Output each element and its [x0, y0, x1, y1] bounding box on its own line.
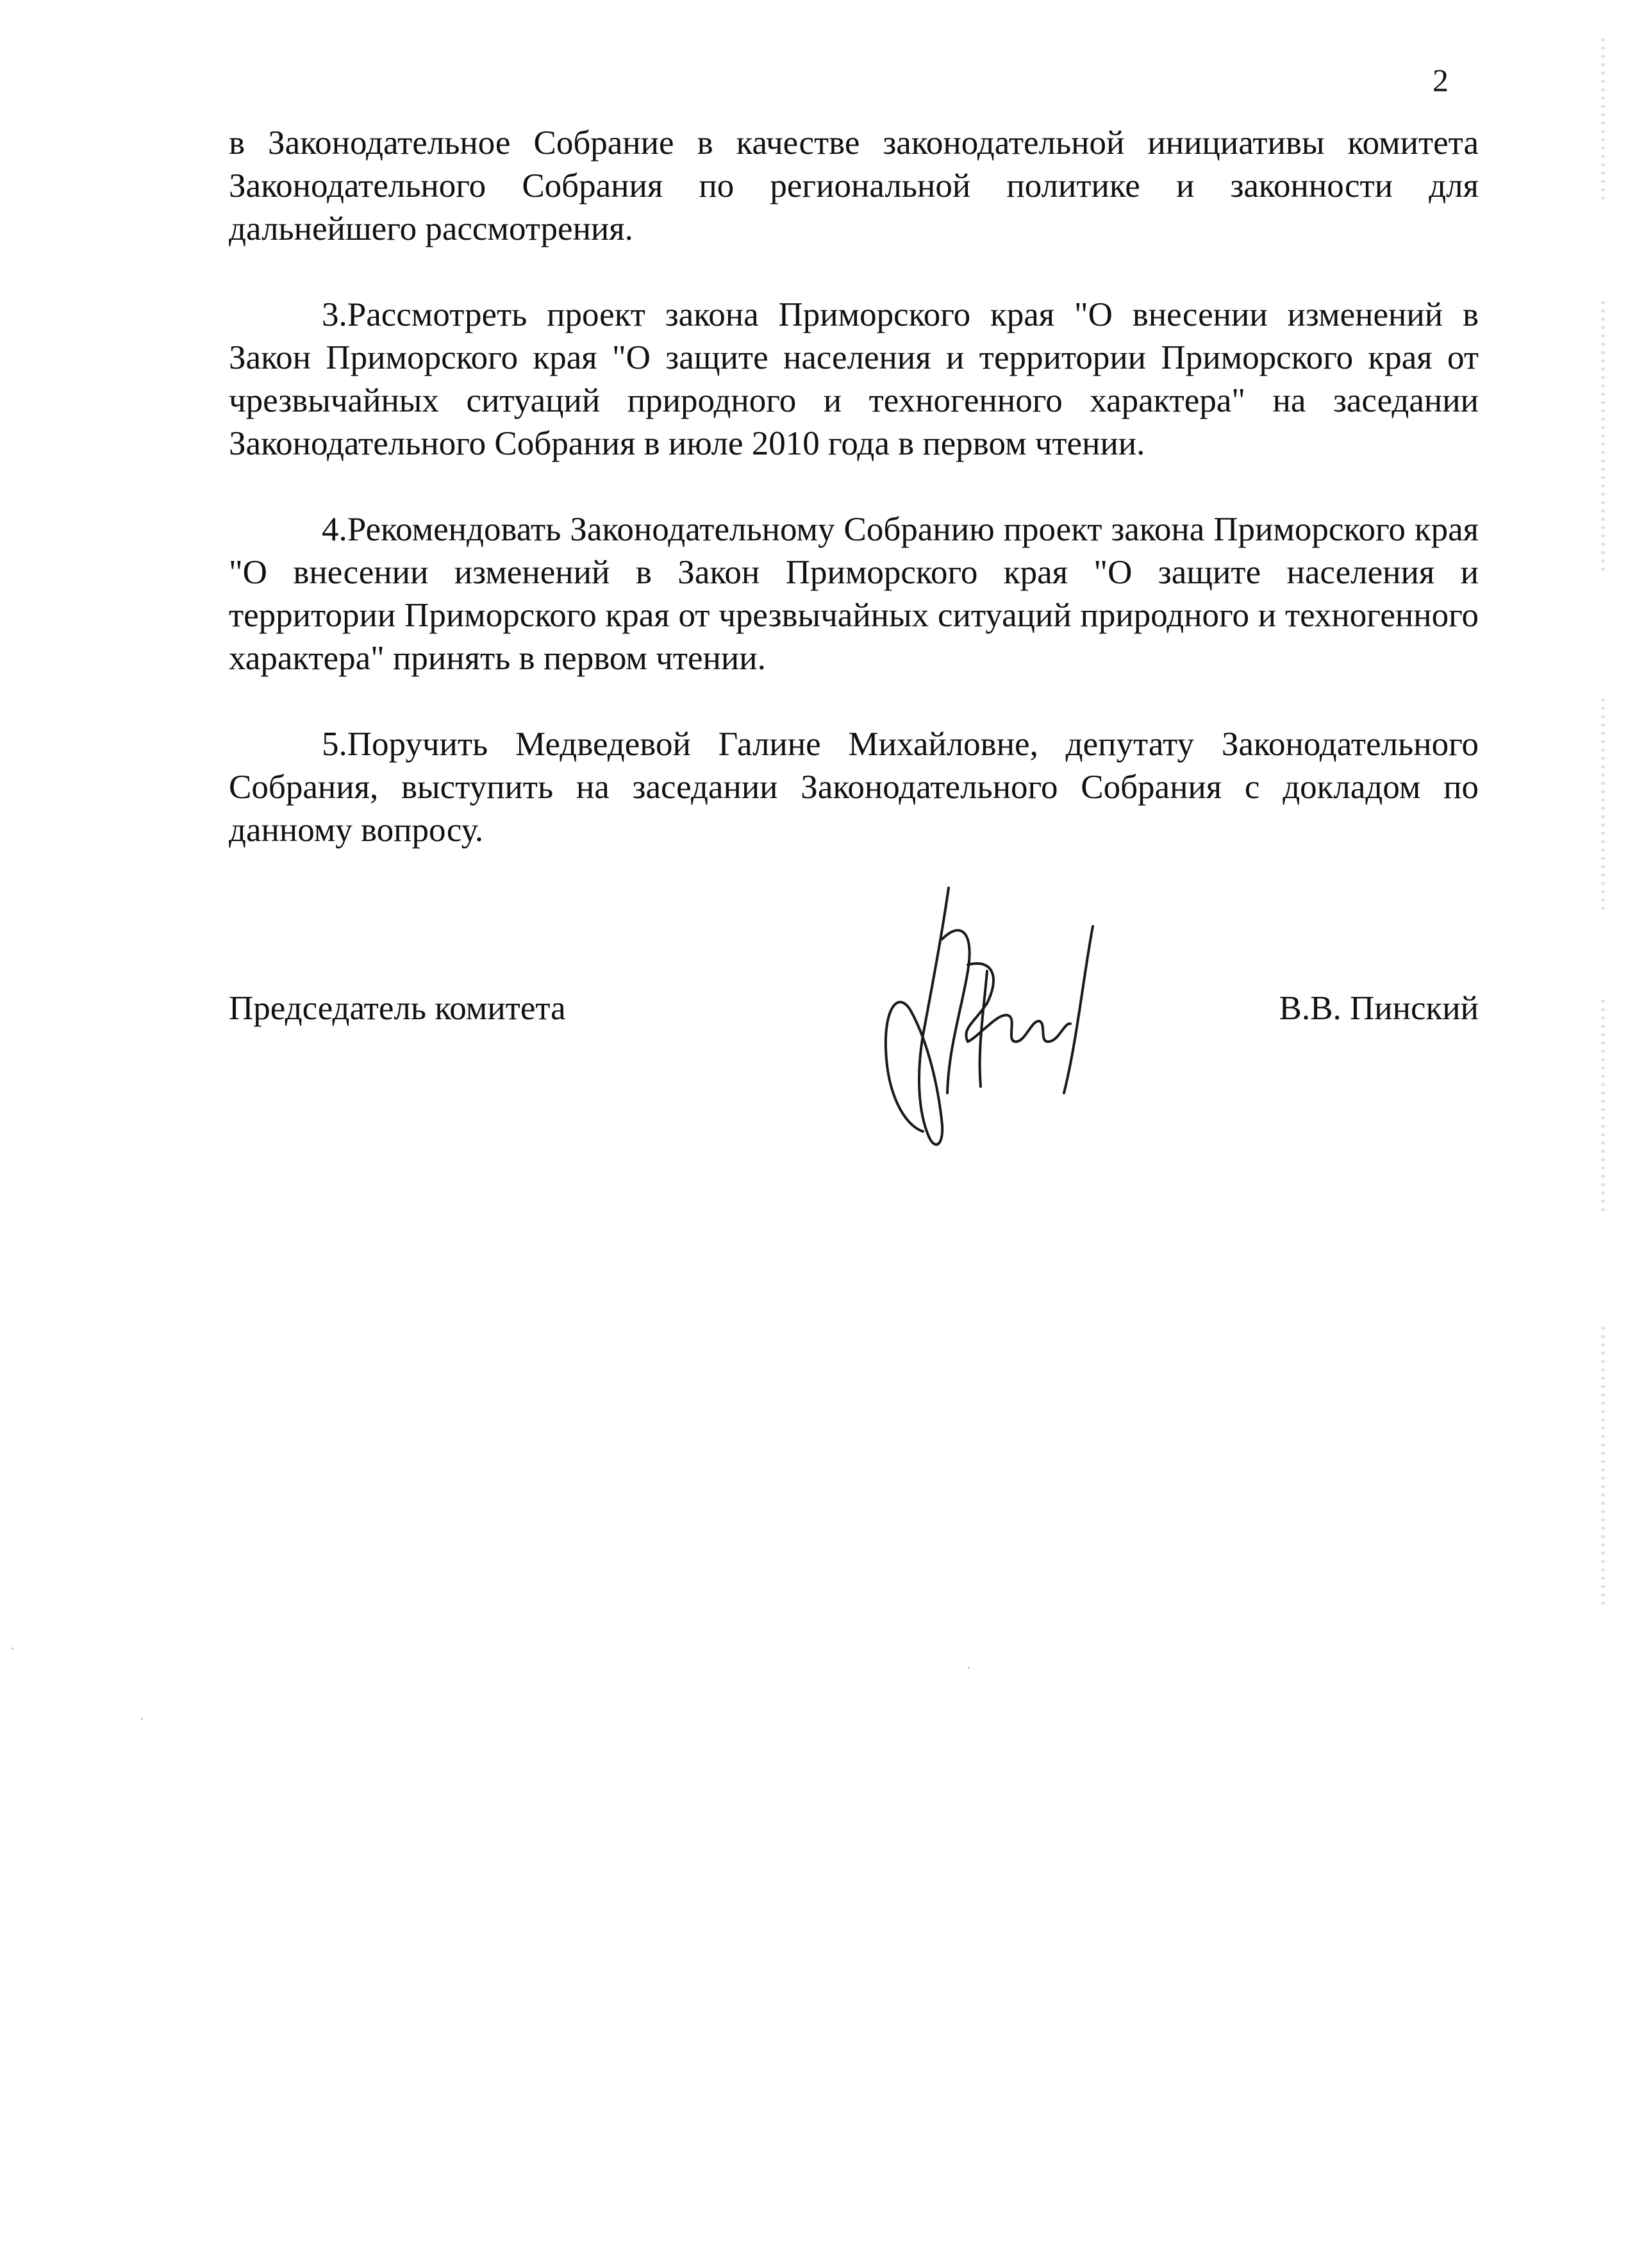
signatory-position: Председатель комитета: [229, 990, 566, 1027]
paragraph-item-5: 5.Поручить Медведевой Галине Михайловне, депутату Законодательного Собрания, выступить на заседании Законодательного Собрания с докладом по данному вопросу.: [229, 726, 1479, 849]
paragraph-item-4: 4.Рекомендовать Законодательному Собранию проект закона Приморского края "О внесении изменений в Закон Приморского края "О защите населения и территории Приморского края от чрезвычайных ситуаций природного и техногенного характера" принять в первом чтении.: [229, 511, 1479, 677]
signature-block: [229, 987, 1479, 1038]
page-number: 2: [1433, 62, 1449, 98]
handwritten-signature: [872, 881, 1141, 1176]
scan-edge-artifact: [1601, 301, 1605, 571]
scan-speck: [141, 1718, 143, 1720]
scan-speck: [12, 1647, 13, 1649]
scan-edge-artifact: [1601, 38, 1605, 205]
scan-edge-artifact: [1601, 1327, 1605, 1609]
scan-edge-artifact: [1601, 699, 1605, 910]
paragraph-continuation: в Законодательное Собрание в качестве законодательной инициативы комитета Законодательного Собрания по региональной политике и законности для дальнейшего рассмотрения.: [229, 124, 1479, 247]
paragraph-item-3: 3.Рассмотреть проект закона Приморского края "О внесении изменений в Закон Приморского края "О защите населения и территории Приморского края от чрезвычайных ситуаций природного и техногенного характера" на заседании Законодательного Собрания в июле 2010 года в первом чтении.: [229, 296, 1479, 462]
scan-edge-artifact: [1601, 1000, 1605, 1212]
document-body: [229, 122, 1479, 852]
signatory-name: В.В. Пинский: [1279, 990, 1479, 1027]
scan-speck: [968, 1667, 970, 1669]
